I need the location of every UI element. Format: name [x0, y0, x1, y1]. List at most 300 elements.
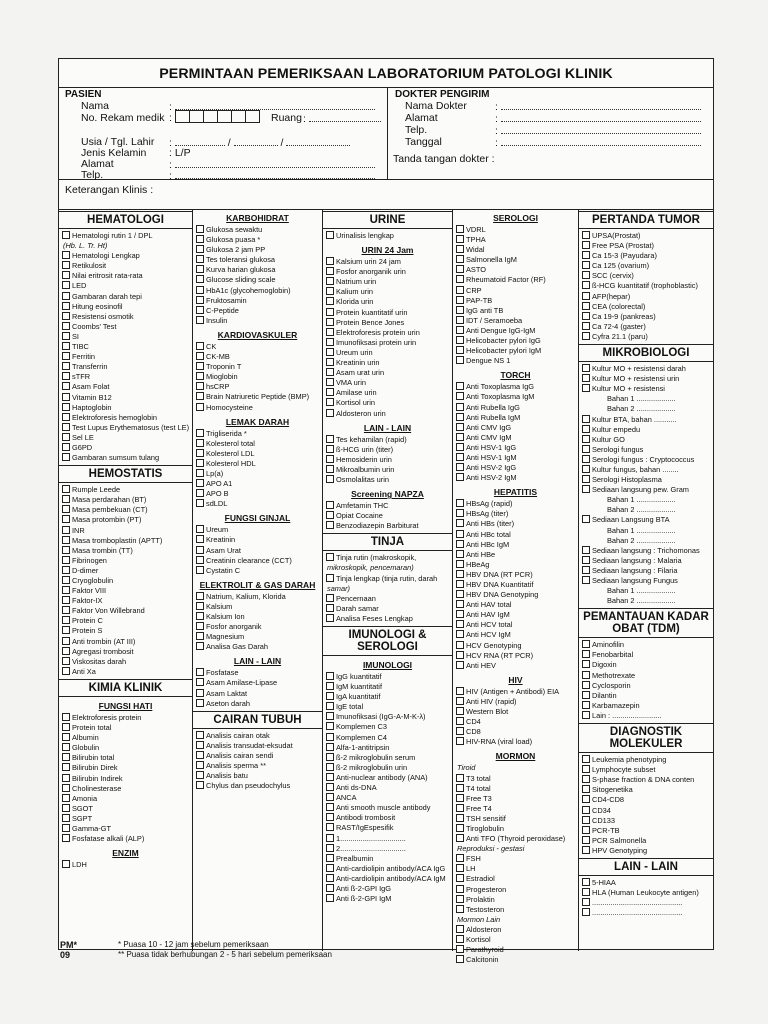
checkbox-icon[interactable] [62, 814, 70, 822]
patient-name-field[interactable] [175, 100, 375, 110]
test-checkbox-item[interactable] [579, 231, 713, 241]
test-checkbox-item[interactable] [323, 733, 452, 743]
checkbox-icon[interactable] [456, 356, 464, 364]
test-checkbox-item[interactable] [453, 235, 578, 245]
test-checkbox-item[interactable] [193, 286, 322, 296]
checkbox-icon[interactable] [582, 384, 590, 392]
test-checkbox-item[interactable] [579, 312, 713, 322]
checkbox-icon[interactable] [196, 449, 204, 457]
checkbox-icon[interactable] [62, 606, 70, 614]
test-checkbox-item[interactable] [579, 765, 713, 775]
checkbox-icon[interactable] [326, 672, 334, 680]
checkbox-icon[interactable] [62, 824, 70, 832]
checkbox-icon[interactable] [456, 727, 464, 735]
checkbox-icon[interactable] [326, 743, 334, 751]
checkbox-icon[interactable] [582, 785, 590, 793]
test-checkbox-item[interactable] [579, 364, 713, 374]
test-checkbox-item[interactable] [323, 231, 452, 241]
checkbox-icon[interactable] [326, 884, 334, 892]
ruang-field[interactable] [309, 112, 381, 122]
checkbox-icon[interactable] [582, 806, 590, 814]
test-checkbox-item[interactable] [59, 546, 192, 556]
test-checkbox-item[interactable] [193, 235, 322, 245]
checkbox-icon[interactable] [62, 784, 70, 792]
checkbox-icon[interactable] [62, 626, 70, 634]
checkbox-icon[interactable] [582, 515, 590, 523]
checkbox-icon[interactable] [582, 826, 590, 834]
test-checkbox-item[interactable] [323, 672, 452, 682]
checkbox-icon[interactable] [196, 439, 204, 447]
test-checkbox-item[interactable] [453, 413, 578, 423]
test-checkbox-item[interactable] [59, 393, 192, 403]
checkbox-icon[interactable] [456, 433, 464, 441]
test-checkbox-item[interactable] [59, 723, 192, 733]
test-checkbox-item[interactable] [323, 475, 452, 485]
checkbox-icon[interactable] [196, 525, 204, 533]
test-checkbox-item[interactable] [193, 489, 322, 499]
checkbox-icon[interactable] [456, 707, 464, 715]
checkbox-icon[interactable] [456, 235, 464, 243]
test-checkbox-item[interactable] [323, 501, 452, 511]
test-checkbox-item[interactable] [59, 606, 192, 616]
test-checkbox-item[interactable] [579, 271, 713, 281]
checkbox-icon[interactable] [62, 382, 70, 390]
test-checkbox-item[interactable] [193, 479, 322, 489]
checkbox-icon[interactable] [62, 733, 70, 741]
test-checkbox-item[interactable] [59, 860, 192, 870]
test-checkbox-item[interactable] [323, 445, 452, 455]
test-checkbox-item[interactable] [453, 804, 578, 814]
checkbox-icon[interactable] [582, 898, 590, 906]
test-checkbox-item[interactable] [323, 378, 452, 388]
patient-phone-field[interactable] [175, 169, 375, 179]
checkbox-icon[interactable] [456, 737, 464, 745]
checkbox-icon[interactable] [196, 235, 204, 243]
test-checkbox-item[interactable] [193, 556, 322, 566]
test-checkbox-item[interactable] [453, 737, 578, 747]
test-checkbox-item[interactable] [579, 241, 713, 251]
checkbox-icon[interactable] [456, 453, 464, 461]
test-checkbox-item[interactable] [579, 826, 713, 836]
checkbox-icon[interactable] [582, 640, 590, 648]
checkbox-icon[interactable] [582, 415, 590, 423]
checkbox-icon[interactable] [456, 697, 464, 705]
checkbox-icon[interactable] [326, 604, 334, 612]
test-checkbox-item[interactable] [579, 374, 713, 384]
checkbox-icon[interactable] [62, 616, 70, 624]
checkbox-icon[interactable] [196, 731, 204, 739]
checkbox-icon[interactable] [196, 546, 204, 554]
checkbox-icon[interactable] [62, 546, 70, 554]
test-checkbox-item[interactable] [579, 394, 713, 404]
mrn-boxes[interactable] [175, 110, 259, 126]
checkbox-icon[interactable] [456, 580, 464, 588]
checkbox-icon[interactable] [582, 650, 590, 658]
test-checkbox-item[interactable] [453, 687, 578, 697]
test-checkbox-item[interactable] [59, 322, 192, 332]
test-checkbox-item[interactable] [579, 475, 713, 485]
checkbox-icon[interactable] [456, 925, 464, 933]
test-checkbox-item[interactable] [323, 328, 452, 338]
checkbox-icon[interactable] [62, 393, 70, 401]
checkbox-icon[interactable] [456, 570, 464, 578]
checkbox-icon[interactable] [326, 501, 334, 509]
checkbox-icon[interactable] [456, 610, 464, 618]
checkbox-icon[interactable] [456, 600, 464, 608]
test-checkbox-item[interactable] [59, 423, 192, 433]
test-checkbox-item[interactable] [193, 751, 322, 761]
checkbox-icon[interactable] [582, 755, 590, 763]
test-checkbox-item[interactable] [453, 382, 578, 392]
test-checkbox-item[interactable] [193, 678, 322, 688]
test-checkbox-item[interactable] [193, 316, 322, 326]
checkbox-icon[interactable] [62, 763, 70, 771]
test-checkbox-item[interactable] [59, 231, 192, 241]
checkbox-icon[interactable] [582, 261, 590, 269]
checkbox-icon[interactable] [456, 834, 464, 842]
test-checkbox-item[interactable] [453, 550, 578, 560]
test-checkbox-item[interactable] [59, 804, 192, 814]
checkbox-icon[interactable] [62, 526, 70, 534]
checkbox-icon[interactable] [582, 455, 590, 463]
doctor-address-field[interactable] [501, 112, 701, 122]
checkbox-icon[interactable] [62, 515, 70, 523]
checkbox-icon[interactable] [196, 362, 204, 370]
checkbox-icon[interactable] [326, 287, 334, 295]
test-checkbox-item[interactable] [193, 382, 322, 392]
test-checkbox-item[interactable] [323, 864, 452, 874]
test-checkbox-item[interactable] [323, 783, 452, 793]
dob-year-field[interactable] [286, 136, 350, 146]
checkbox-icon[interactable] [456, 864, 464, 872]
test-checkbox-item[interactable] [59, 763, 192, 773]
checkbox-icon[interactable] [456, 590, 464, 598]
test-checkbox-item[interactable] [323, 884, 452, 894]
test-checkbox-item[interactable] [323, 743, 452, 753]
test-checkbox-item[interactable] [323, 753, 452, 763]
checkbox-icon[interactable] [62, 271, 70, 279]
checkbox-icon[interactable] [62, 322, 70, 330]
test-checkbox-item[interactable] [453, 874, 578, 884]
test-checkbox-item[interactable] [59, 443, 192, 453]
test-checkbox-item[interactable] [579, 485, 713, 495]
checkbox-icon[interactable] [456, 265, 464, 273]
checkbox-icon[interactable] [456, 540, 464, 548]
test-checkbox-item[interactable] [579, 415, 713, 425]
test-checkbox-item[interactable] [453, 306, 578, 316]
test-checkbox-item[interactable] [193, 342, 322, 352]
checkbox-icon[interactable] [326, 257, 334, 265]
checkbox-icon[interactable] [326, 409, 334, 417]
test-checkbox-item[interactable] [453, 540, 578, 550]
checkbox-icon[interactable] [456, 935, 464, 943]
checkbox-icon[interactable] [456, 509, 464, 517]
test-checkbox-item[interactable] [323, 712, 452, 722]
checkbox-icon[interactable] [582, 765, 590, 773]
checkbox-icon[interactable] [326, 692, 334, 700]
test-checkbox-item[interactable] [579, 711, 713, 721]
test-checkbox-item[interactable] [59, 647, 192, 657]
test-checkbox-item[interactable] [579, 302, 713, 312]
test-checkbox-item[interactable] [193, 469, 322, 479]
checkbox-icon[interactable] [456, 346, 464, 354]
test-checkbox-item[interactable] [59, 814, 192, 824]
doctor-name-field[interactable] [501, 100, 701, 110]
test-checkbox-item[interactable] [59, 515, 192, 525]
checkbox-icon[interactable] [196, 632, 204, 640]
checkbox-icon[interactable] [196, 459, 204, 467]
checkbox-icon[interactable] [62, 413, 70, 421]
test-checkbox-item[interactable] [193, 741, 322, 751]
checkbox-icon[interactable] [196, 556, 204, 564]
checkbox-icon[interactable] [582, 816, 590, 824]
test-checkbox-item[interactable] [193, 372, 322, 382]
checkbox-icon[interactable] [62, 342, 70, 350]
checkbox-icon[interactable] [62, 834, 70, 842]
checkbox-icon[interactable] [582, 878, 590, 886]
checkbox-icon[interactable] [456, 403, 464, 411]
test-checkbox-item[interactable] [323, 803, 452, 813]
test-checkbox-item[interactable] [193, 265, 322, 275]
checkbox-icon[interactable] [456, 774, 464, 782]
checkbox-icon[interactable] [196, 678, 204, 686]
checkbox-icon[interactable] [582, 465, 590, 473]
checkbox-icon[interactable] [456, 630, 464, 638]
checkbox-icon[interactable] [326, 733, 334, 741]
checkbox-icon[interactable] [196, 592, 204, 600]
test-checkbox-item[interactable] [323, 318, 452, 328]
checkbox-icon[interactable] [582, 364, 590, 372]
checkbox-icon[interactable] [62, 352, 70, 360]
test-checkbox-item[interactable] [323, 521, 452, 531]
checkbox-icon[interactable] [326, 358, 334, 366]
test-checkbox-item[interactable] [59, 433, 192, 443]
test-checkbox-item[interactable] [579, 660, 713, 670]
test-checkbox-item[interactable] [323, 874, 452, 884]
checkbox-icon[interactable] [456, 463, 464, 471]
checkbox-icon[interactable] [326, 267, 334, 275]
checkbox-icon[interactable] [326, 338, 334, 346]
checkbox-icon[interactable] [582, 888, 590, 896]
checkbox-icon[interactable] [196, 499, 204, 507]
test-checkbox-item[interactable] [323, 834, 452, 844]
test-checkbox-item[interactable] [579, 556, 713, 566]
checkbox-icon[interactable] [456, 784, 464, 792]
test-checkbox-item[interactable] [453, 570, 578, 580]
test-checkbox-item[interactable] [193, 602, 322, 612]
checkbox-icon[interactable] [326, 368, 334, 376]
checkbox-icon[interactable] [326, 874, 334, 882]
test-checkbox-item[interactable] [453, 854, 578, 864]
test-checkbox-item[interactable] [453, 945, 578, 955]
test-checkbox-item[interactable] [453, 784, 578, 794]
checkbox-icon[interactable] [62, 556, 70, 564]
checkbox-icon[interactable] [326, 614, 334, 622]
test-checkbox-item[interactable] [453, 630, 578, 640]
checkbox-icon[interactable] [326, 328, 334, 336]
test-checkbox-item[interactable] [59, 495, 192, 505]
test-checkbox-item[interactable] [323, 813, 452, 823]
checkbox-icon[interactable] [326, 231, 334, 239]
test-checkbox-item[interactable] [579, 576, 713, 586]
checkbox-icon[interactable] [62, 372, 70, 380]
checkbox-icon[interactable] [456, 874, 464, 882]
checkbox-icon[interactable] [582, 475, 590, 483]
checkbox-icon[interactable] [196, 286, 204, 294]
checkbox-icon[interactable] [62, 667, 70, 675]
test-checkbox-item[interactable] [193, 306, 322, 316]
checkbox-icon[interactable] [326, 378, 334, 386]
checkbox-icon[interactable] [456, 620, 464, 628]
checkbox-icon[interactable] [196, 479, 204, 487]
test-checkbox-item[interactable] [59, 281, 192, 291]
checkbox-icon[interactable] [326, 834, 334, 842]
test-checkbox-item[interactable] [323, 854, 452, 864]
test-checkbox-item[interactable] [323, 692, 452, 702]
test-checkbox-item[interactable] [323, 702, 452, 712]
test-checkbox-item[interactable] [59, 713, 192, 723]
checkbox-icon[interactable] [196, 699, 204, 707]
test-checkbox-item[interactable] [59, 576, 192, 586]
test-checkbox-item[interactable] [579, 640, 713, 650]
test-checkbox-item[interactable] [323, 277, 452, 287]
test-checkbox-item[interactable] [59, 453, 192, 463]
test-checkbox-item[interactable] [453, 356, 578, 366]
checkbox-icon[interactable] [196, 382, 204, 390]
test-checkbox-item[interactable] [579, 332, 713, 342]
test-checkbox-item[interactable] [453, 443, 578, 453]
checkbox-icon[interactable] [62, 576, 70, 584]
test-checkbox-item[interactable] [579, 691, 713, 701]
checkbox-icon[interactable] [326, 712, 334, 720]
test-checkbox-item[interactable] [453, 499, 578, 509]
checkbox-icon[interactable] [582, 425, 590, 433]
checkbox-icon[interactable] [582, 435, 590, 443]
checkbox-icon[interactable] [582, 292, 590, 300]
test-checkbox-item[interactable] [323, 553, 452, 563]
test-checkbox-item[interactable] [59, 794, 192, 804]
test-checkbox-item[interactable] [579, 292, 713, 302]
checkbox-icon[interactable] [62, 596, 70, 604]
test-checkbox-item[interactable] [323, 682, 452, 692]
checkbox-icon[interactable] [582, 681, 590, 689]
test-checkbox-item[interactable] [453, 530, 578, 540]
test-checkbox-item[interactable] [193, 622, 322, 632]
test-checkbox-item[interactable] [323, 604, 452, 614]
checkbox-icon[interactable] [326, 702, 334, 710]
test-checkbox-item[interactable] [453, 905, 578, 915]
test-checkbox-item[interactable] [59, 556, 192, 566]
test-checkbox-item[interactable] [453, 697, 578, 707]
test-checkbox-item[interactable] [193, 275, 322, 285]
checkbox-icon[interactable] [326, 398, 334, 406]
test-checkbox-item[interactable] [453, 935, 578, 945]
test-checkbox-item[interactable] [323, 287, 452, 297]
test-checkbox-item[interactable] [323, 308, 452, 318]
test-checkbox-item[interactable] [193, 352, 322, 362]
test-checkbox-item[interactable] [579, 596, 713, 606]
checkbox-icon[interactable] [456, 326, 464, 334]
test-checkbox-item[interactable] [579, 898, 713, 908]
checkbox-icon[interactable] [196, 741, 204, 749]
checkbox-icon[interactable] [62, 586, 70, 594]
checkbox-icon[interactable] [196, 751, 204, 759]
test-checkbox-item[interactable] [453, 707, 578, 717]
checkbox-icon[interactable] [582, 671, 590, 679]
test-checkbox-item[interactable] [323, 722, 452, 732]
checkbox-icon[interactable] [582, 374, 590, 382]
checkbox-icon[interactable] [196, 535, 204, 543]
test-checkbox-item[interactable] [59, 596, 192, 606]
test-checkbox-item[interactable] [579, 465, 713, 475]
checkbox-icon[interactable] [582, 846, 590, 854]
checkbox-icon[interactable] [196, 429, 204, 437]
checkbox-icon[interactable] [196, 265, 204, 273]
doctor-date-field[interactable] [501, 136, 701, 146]
test-checkbox-item[interactable] [453, 255, 578, 265]
test-checkbox-item[interactable] [453, 824, 578, 834]
test-checkbox-item[interactable] [59, 251, 192, 261]
test-checkbox-item[interactable] [59, 271, 192, 281]
checkbox-icon[interactable] [456, 225, 464, 233]
test-checkbox-item[interactable] [193, 668, 322, 678]
test-checkbox-item[interactable] [579, 816, 713, 826]
checkbox-icon[interactable] [62, 302, 70, 310]
checkbox-icon[interactable] [456, 306, 464, 314]
checkbox-icon[interactable] [582, 566, 590, 574]
test-checkbox-item[interactable] [323, 823, 452, 833]
test-checkbox-item[interactable] [453, 651, 578, 661]
checkbox-icon[interactable] [456, 443, 464, 451]
test-checkbox-item[interactable] [193, 731, 322, 741]
test-checkbox-item[interactable] [59, 733, 192, 743]
checkbox-icon[interactable] [326, 521, 334, 529]
test-checkbox-item[interactable] [193, 771, 322, 781]
test-checkbox-item[interactable] [453, 453, 578, 463]
test-checkbox-item[interactable] [193, 761, 322, 771]
checkbox-icon[interactable] [582, 485, 590, 493]
checkbox-icon[interactable] [582, 711, 590, 719]
test-checkbox-item[interactable] [579, 836, 713, 846]
test-checkbox-item[interactable] [579, 650, 713, 660]
test-checkbox-item[interactable] [59, 657, 192, 667]
checkbox-icon[interactable] [456, 316, 464, 324]
checkbox-icon[interactable] [456, 336, 464, 344]
checkbox-icon[interactable] [456, 794, 464, 802]
checkbox-icon[interactable] [456, 717, 464, 725]
doctor-phone-field[interactable] [501, 124, 701, 134]
test-checkbox-item[interactable] [579, 251, 713, 261]
test-checkbox-item[interactable] [59, 526, 192, 536]
checkbox-icon[interactable] [326, 773, 334, 781]
checkbox-icon[interactable] [582, 556, 590, 564]
checkbox-icon[interactable] [196, 352, 204, 360]
test-checkbox-item[interactable] [453, 275, 578, 285]
test-checkbox-item[interactable] [59, 616, 192, 626]
checkbox-icon[interactable] [582, 241, 590, 249]
checkbox-icon[interactable] [196, 622, 204, 630]
checkbox-icon[interactable] [582, 660, 590, 668]
checkbox-icon[interactable] [62, 281, 70, 289]
checkbox-icon[interactable] [62, 485, 70, 493]
test-checkbox-item[interactable] [323, 455, 452, 465]
checkbox-icon[interactable] [456, 687, 464, 695]
checkbox-icon[interactable] [326, 594, 334, 602]
test-checkbox-item[interactable] [453, 580, 578, 590]
test-checkbox-item[interactable] [59, 784, 192, 794]
checkbox-icon[interactable] [582, 312, 590, 320]
checkbox-icon[interactable] [62, 774, 70, 782]
